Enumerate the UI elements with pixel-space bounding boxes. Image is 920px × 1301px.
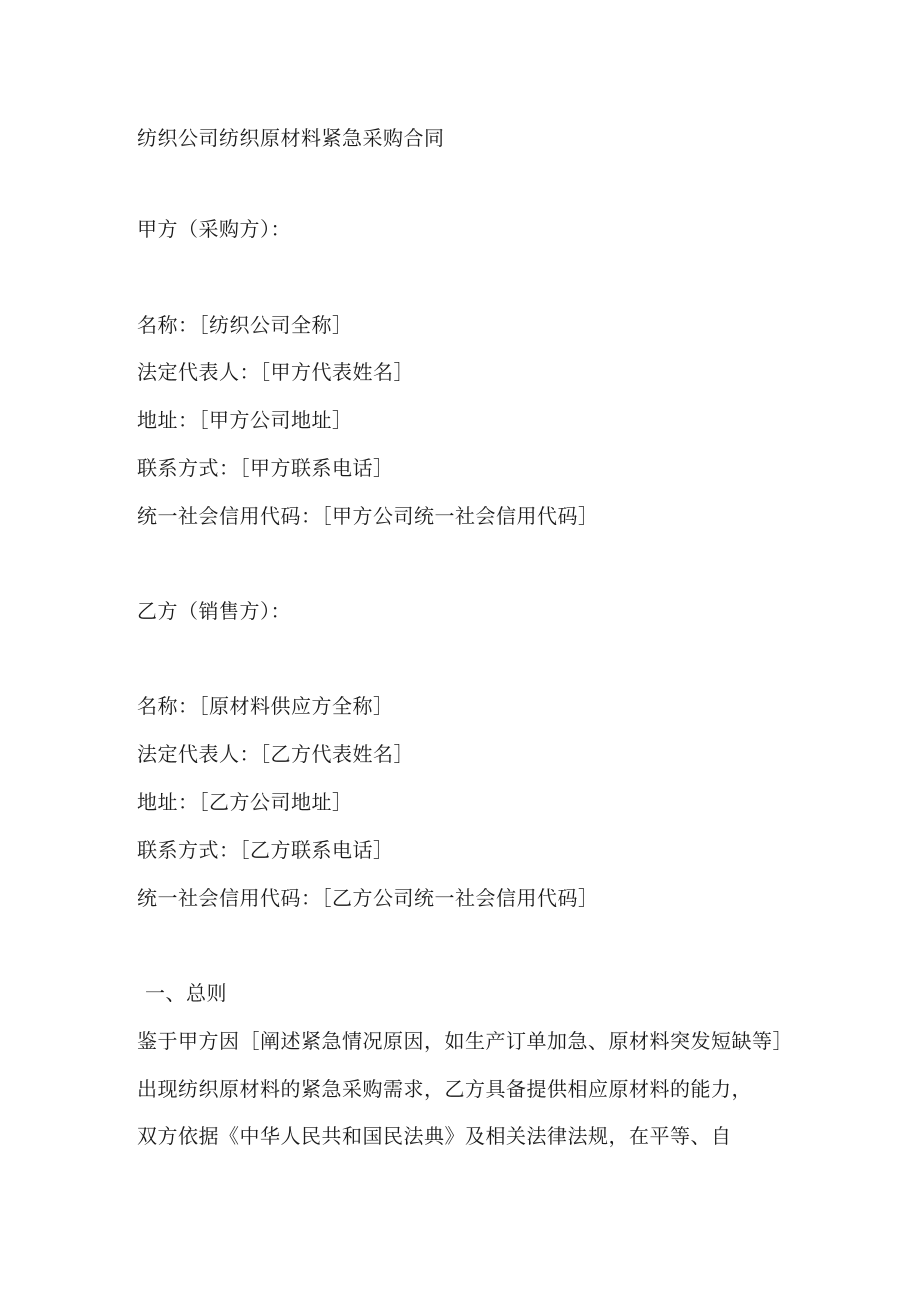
document-title: 纺织公司纺织原材料紧急采购合同 xyxy=(137,126,445,150)
section-1-paragraph-line: 双方依据《中华人民共和国民法典》及相关法律法规，在平等、自 xyxy=(137,1124,732,1148)
party-a-legal-rep: 法定代表人：［甲方代表姓名］ xyxy=(137,360,414,384)
party-b-address: 地址：［乙方公司地址］ xyxy=(137,790,353,814)
party-a-heading: 甲方（采购方）： xyxy=(137,217,291,241)
party-a-credit-code: 统一社会信用代码：［甲方公司统一社会信用代码］ xyxy=(137,504,599,528)
party-b-name: 名称：［原材料供应方全称］ xyxy=(137,694,394,718)
party-a-contact: 联系方式：［甲方联系电话］ xyxy=(137,456,394,480)
party-b-contact: 联系方式：［乙方联系电话］ xyxy=(137,838,394,862)
party-b-heading: 乙方（销售方）： xyxy=(137,599,291,623)
party-b-credit-code: 统一社会信用代码：［乙方公司统一社会信用代码］ xyxy=(137,886,599,910)
section-1-heading: 一、总则 xyxy=(145,981,227,1005)
section-1-paragraph-line: 出现纺织原材料的紧急采购需求，乙方具备提供相应原材料的能力， xyxy=(137,1077,752,1101)
section-1-paragraph-line: 鉴于甲方因［阐述紧急情况原因，如生产订单加急、原材料突发短缺等］ xyxy=(137,1029,793,1053)
party-a-address: 地址：［甲方公司地址］ xyxy=(137,408,353,432)
party-b-legal-rep: 法定代表人：［乙方代表姓名］ xyxy=(137,742,414,766)
party-a-name: 名称：［纺织公司全称］ xyxy=(137,313,353,337)
